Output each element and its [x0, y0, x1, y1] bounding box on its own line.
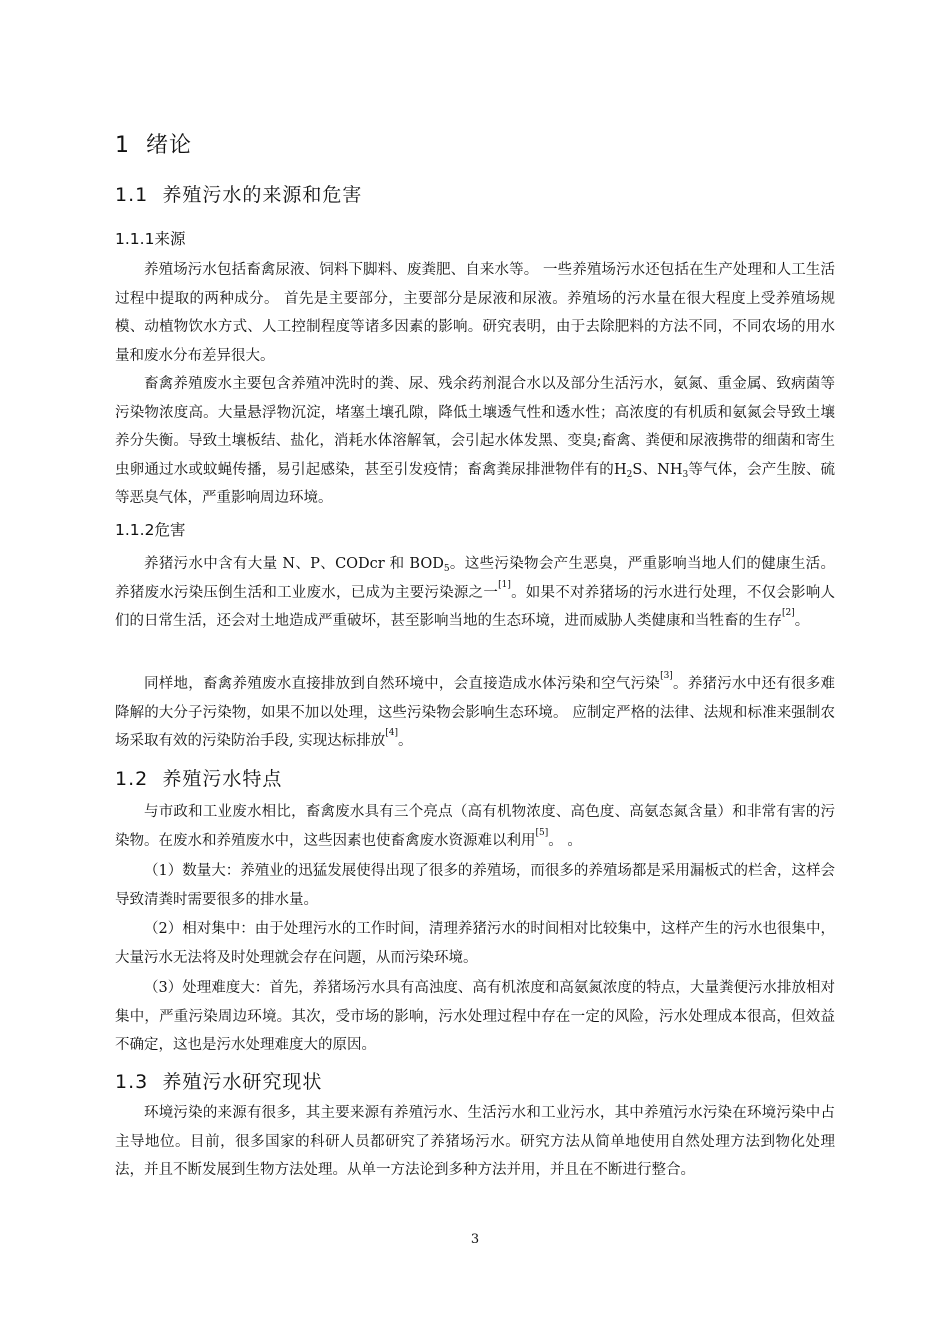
subscript: 2	[626, 469, 633, 480]
subsection-title: 危害	[154, 521, 186, 539]
paragraph-item-1: （1）数量大：养殖业的迅猛发展使得出现了很多的养殖场，而很多的养殖场都是采用漏板式的栏舍，这样会导致清粪时需要很多的排水量。	[115, 863, 835, 908]
citation-ref: [2]	[782, 608, 795, 619]
text-run: 。如果不对养猪场的污水进行处理，不仅会影响人们的日常生活，还会对土地造成严重破坏，甚至影响当地的生态环境，进而威胁人类健康和当牲畜的生存	[115, 584, 835, 630]
formula-nh3: NH	[657, 461, 683, 478]
paragraph-item-2: （2）相对集中：由于处理污水的工作时间，清理养猪污水的时间相对比较集中，这样产生的污水也很集中，大量污水无法将及时处理就会存在问题，从而污染环境。	[115, 921, 835, 966]
chapter-number: 1	[115, 133, 130, 158]
section-number: 1.2	[115, 768, 149, 790]
citation-ref: [4]	[385, 728, 398, 739]
formula-h2s: H	[613, 461, 627, 478]
paragraph-sources: 养殖场污水包括畜禽尿液、饲料下脚料、废粪肥、自来水等。 一些养殖场污水还包括在生产处理和人工生活过程中提取的两种成分。 首先是主要部分，主要部分是尿液和尿液。养殖场的污水量在很大程度上受养殖场规模、动植物饮水方式、人工控制程度等诸多因素的影响。研究表明，由于去除肥料的方法不同，不同农场的用水量和废水分布差异很大。	[115, 262, 835, 364]
citation-ref: [1]	[498, 579, 511, 590]
text-run: 等气体，会产生胺、硫等恶臭气体，严重影响周边环境。	[115, 461, 836, 507]
text-run: 。 。	[548, 832, 582, 849]
section-heading-1-2	[115, 764, 282, 791]
subsection-heading-1-1-1	[115, 227, 185, 249]
text-run: 与市政和工业废水相比，畜禽废水具有三个亮点（高有机物浓度、高色度、高氨态氮含量）和非常有害的污染物。在废水和养殖废水中，这些因素也使畜禽废水资源难以利用	[115, 804, 835, 849]
paragraph-item-3: （3）处理难度大：首先，养猪场污水具有高浊度、高有机浓度和高氨氮浓度的特点，大量粪便污水排放相对集中，严重污染周边环境。其次，受市场的影响，污水处理过程中存在一定的风险，污水处理成本很高，但效益不确定，这也是污水处理难度大的原因。	[115, 980, 835, 1054]
section-heading-1-1	[115, 180, 362, 207]
paragraph-pollution	[115, 670, 835, 756]
chapter-title: 绪论	[146, 133, 193, 158]
paragraph-research-status: 环境污染的来源有很多，其主要来源有养殖污水、生活污水和工业污水，其中养殖污水污染在环境污染中占主导地位。目前，很多国家的科研人员都研究了养猪场污水。研究方法从简单地使用自然处理方法到物化处理法，并且不断发展到生物方法处理。从单一方法论到多种方法并用，并且在不断进行整合。	[115, 1105, 835, 1179]
subscript: 5	[443, 564, 450, 574]
subsection-heading-1-1-2	[115, 518, 185, 540]
subscript: 3	[682, 469, 689, 480]
citation-ref: [5]	[535, 827, 549, 838]
section-heading-1-3	[115, 1067, 322, 1094]
citation-ref: [3]	[660, 671, 673, 681]
chapter-heading	[115, 128, 192, 159]
section-number: 1.1	[115, 184, 149, 206]
subsection-title: 来源	[154, 230, 186, 248]
section-number: 1.3	[115, 1071, 149, 1093]
text-run: 。养猪污水中还有很多难降解的大分子污染物，如果不加以处理，这些污染物会影响生态环境。 应制定严格的法律、法规和标准来强制农场采取有效的污染防治手段, 实现达标排放	[115, 676, 836, 750]
text-run: 同样地，畜禽养殖废水直接排放到自然环境中，会直接造成水体污染和空气污染	[144, 676, 661, 692]
text-run: S、	[632, 461, 658, 478]
text-run: 。	[397, 733, 413, 750]
section-title: 养殖污水研究现状	[162, 1071, 323, 1093]
page-number: 3	[470, 1232, 480, 1247]
text-run: 养猪污水中含有大量 N、P、CODcr 和 BOD	[144, 556, 444, 572]
text-run: 。	[794, 613, 810, 630]
subsection-number: 1.1.1	[115, 230, 155, 248]
paragraph-hazards	[115, 550, 835, 636]
section-title: 养殖污水特点	[162, 768, 283, 790]
section-title: 养殖污水的来源和危害	[162, 184, 363, 206]
paragraph-livestock-wastewater	[115, 370, 835, 513]
text-run: 。这些污染物会产生恶臭，严重影响当地人们的健康生活。养猪废水污染压倒生活和工业废水，已成为主要污染源之一	[115, 556, 835, 601]
subsection-number: 1.1.2	[115, 521, 155, 539]
paragraph-characteristics	[115, 798, 835, 855]
text-run: 畜禽养殖废水主要包含养殖冲洗时的粪、尿、残余药剂混合水以及部分生活污水，氨氮、重金属、致病菌等污染物浓度高。大量悬浮物沉淀，堵塞土壤孔隙，降低土壤透气性和透水性；高浓度的有机质和氨氮会导致土壤养分失衡。导致土壤板结、盐化，消耗水体溶解氧，会引起水体发黑、变臭;畜禽、粪便和尿液携带的细菌和寄生虫卵通过水或蚊蝇传播，易引起感染，甚至引发疫情；畜禽粪尿排泄物伴有的	[115, 376, 835, 478]
